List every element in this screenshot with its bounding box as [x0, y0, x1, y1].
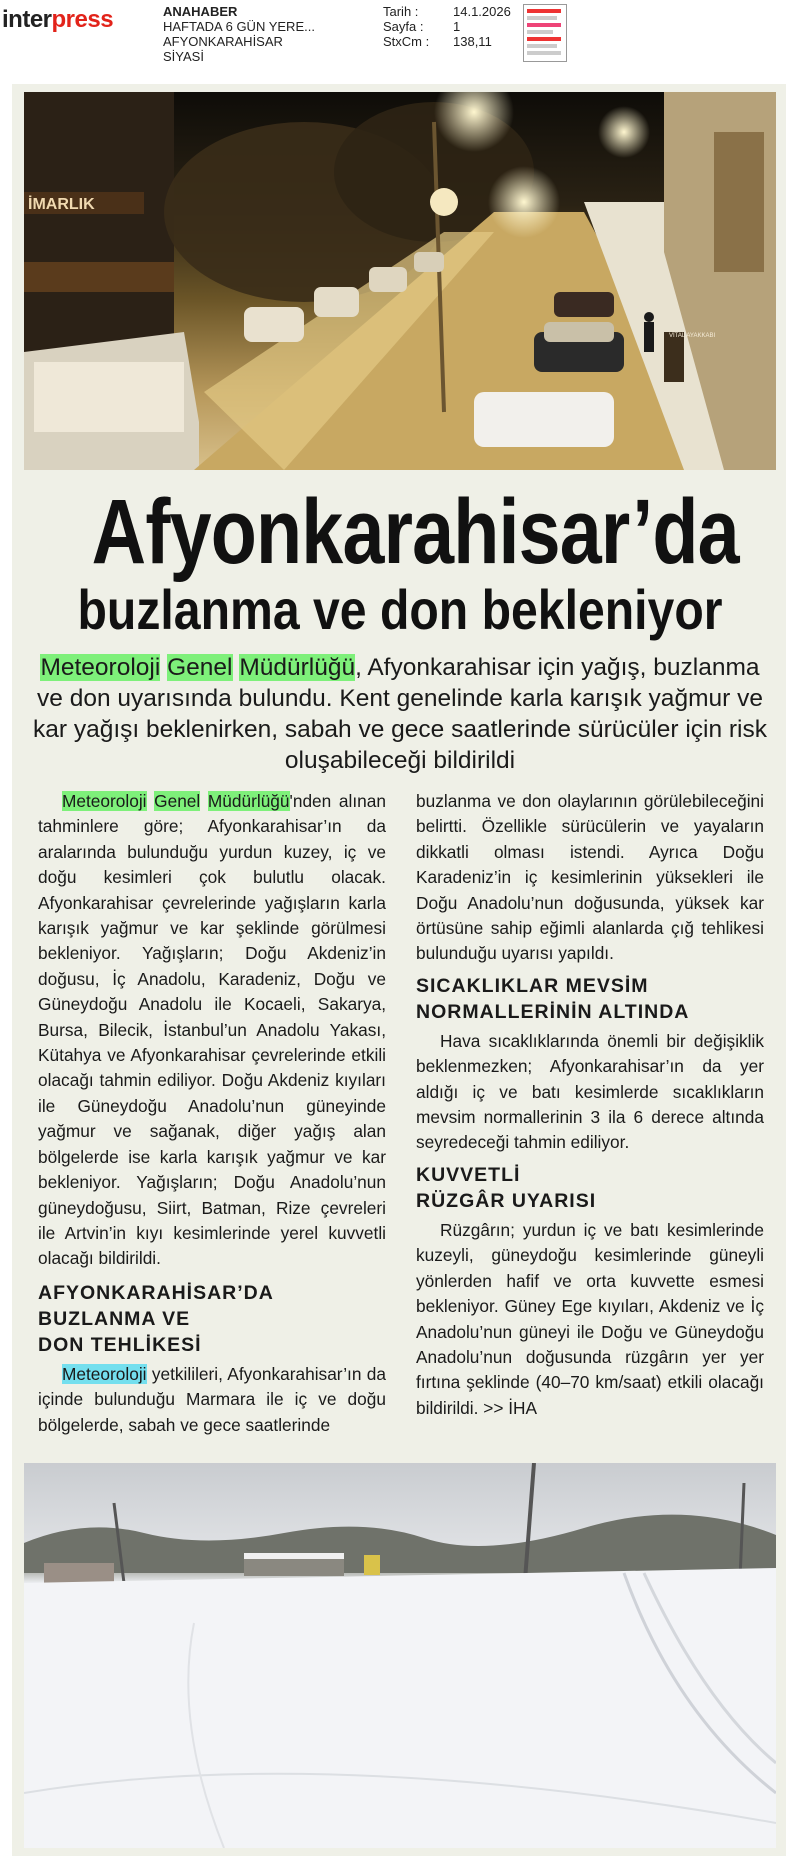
interpress-logo: interpress — [2, 6, 114, 33]
clip-meta — [383, 4, 511, 49]
page-value: 1 — [453, 19, 461, 34]
source-credit: >> İHA — [483, 1397, 538, 1418]
date-value: 14.1.2026 — [453, 4, 511, 19]
spot-body: , Afyonkarahisar için yağış, buzlanma ve don uyarısında bulundu. Kent genelinde karla karışık yağmur ve kar yağışı beklenirken, sabah ve gece saatlerinde sürücüler için risk oluşabileceği bildirildi — [32, 654, 767, 774]
publication-frequency: HAFTADA 6 GÜN YERE... — [163, 19, 315, 34]
page-thumbnail[interactable] — [523, 4, 567, 62]
paragraph-2 — [38, 1362, 386, 1438]
shop-sign-2: VİTAL AYAKKABI — [669, 333, 716, 339]
subheading-2-line-1: SICAKLIKLAR MEVSİM — [416, 974, 649, 997]
highlight-keyword: Meteoroloji — [40, 654, 161, 681]
stxcm-label: StxCm : — [383, 34, 430, 49]
highlight-keyword: Genel — [167, 654, 233, 681]
stxcm-value: 138,11 — [453, 34, 492, 49]
article-column-right — [416, 789, 764, 1421]
subheading-2-line-2: NORMALLERİNİN ALTINDA — [416, 1000, 690, 1023]
snowy-landscape-photo — [24, 1463, 776, 1848]
paragraph-1-body: 'nden alınan tahminlere göre; Afyonkarahisar’ın da aralarında bulunduğu yurdun kuzey, iç ve doğu kesimleri çok bulutlu olacak. Afyonkarahisar çevrelerinde yağışların karla karışık yağmur ve kar şeklinde görülmesi bekleniyor. Yağışların; Doğu Akdeniz’in doğusu, İç Anadolu, Karadeniz, Doğu ve Güneydoğu Anadolu ile Kocaeli, Sakarya, Bursa, Bilecik, İstanbul’un Anadolu Yakası, Kütahya ve Afyonkarahisar çevrelerinde etkili olacağı tahmin ediliyor. Doğu Akdeniz kıyıları ile Güneydoğu Anadolu’nun güneyinde yağmur ve sağanak, diğer yağış alan bölgelerde ise karla karışık yağmur ve kar bekleniyor. Yağışların; Doğu Anadolu’nun güneydoğusu, Siirt, Batman, Rize çevreleri ile Artvin’in kıyı kesimlerinde yerel kuvvetli olacağı bildirildi. — [38, 791, 386, 1269]
headline-main: Afyonkarahisar’da — [91, 481, 739, 583]
spot-text — [26, 652, 774, 776]
subheading-2 — [416, 973, 764, 1025]
night-street-illustration — [24, 92, 776, 470]
clipping-header — [0, 0, 798, 78]
highlight-keyword: Meteoroloji — [62, 1363, 147, 1384]
paragraph-4: Hava sıcaklıklarında önemli bir değişiklik beklenmezken; Afyonkarahisar’ın da yer aldığı iç ve batı kesimlerde sıcaklıkların mevsim normallerinin 3 ila 6 derece altında seyredeceği tahmin ediliyor. — [416, 1030, 764, 1153]
night-snow-street-photo — [24, 92, 776, 470]
subheading-1 — [38, 1280, 386, 1358]
publication-section: SİYASİ — [163, 49, 204, 64]
subheading-3 — [416, 1162, 764, 1214]
shop-sign: İMARLIK — [28, 196, 95, 213]
highlight-keyword: Müdürlüğü — [239, 654, 356, 681]
subheading-1-line-1: AFYONKARAHİSAR’DA — [38, 1281, 274, 1304]
page-label: Sayfa : — [383, 19, 424, 34]
article-column-left — [38, 789, 386, 1438]
snowy-landscape-illustration — [24, 1463, 776, 1848]
paragraph-5-body: Rüzgârın; yurdun iç ve batı kesimlerinde kuzeyli, güneydoğu kesimlerinde güneyli yönlerden hafif ve orta kuvvette esmesi bekleniyor. Güney Ege kıyıları, Akdeniz ve İç Anadolu’nun güneyi ile Doğu ve Güneydoğu Anadolu’nun doğusunda rüzgârın yer yer fırtına şeklinde (40–70 km/saat) etkili olacağı bildirildi. — [416, 1219, 764, 1418]
subheading-1-line-3: DON TEHLİKESİ — [38, 1333, 202, 1356]
highlight-keyword: Müdürlüğü — [207, 791, 290, 811]
date-label: Tarih : — [383, 4, 419, 19]
paragraph-1 — [38, 789, 386, 1272]
highlight-keyword: Meteoroloji — [62, 791, 147, 811]
publication-meta — [163, 4, 315, 64]
publication-city: AFYONKARAHİSAR — [163, 34, 283, 49]
paragraph-3: buzlanma ve don olaylarının görülebileceğini belirtti. Özellikle sürücülerin ve yayaların dikkatli olması istendi. Ayrıca Doğu Karadeniz’in iç kesimlerinin yüksekleri ile Doğu Anadolu’nun doğusunda, yüksek kar örtüsüne sahip eğimli alanlarda çığ tehlikesi bulunduğu uyarısı yapıldı. — [416, 791, 764, 964]
subheading-3-line-2: RÜZGÂR UYARISI — [416, 1189, 597, 1212]
highlight-keyword: Genel — [154, 791, 201, 811]
paragraph-2-body: yetkilileri, Afyonkarahisar’ın da içinde bulunduğu Marmara ile iç ve doğu bölgelerde, sabah ve gece saatlerinde — [38, 1363, 386, 1435]
subheading-3-line-1: KUVVETLİ — [416, 1163, 521, 1186]
paragraph-5 — [416, 1218, 764, 1421]
publication-name: ANAHABER — [163, 4, 238, 19]
subheading-1-line-2: BUZLANMA VE — [38, 1307, 191, 1330]
headline-sub: buzlanma ve don bekleniyor — [77, 578, 723, 641]
